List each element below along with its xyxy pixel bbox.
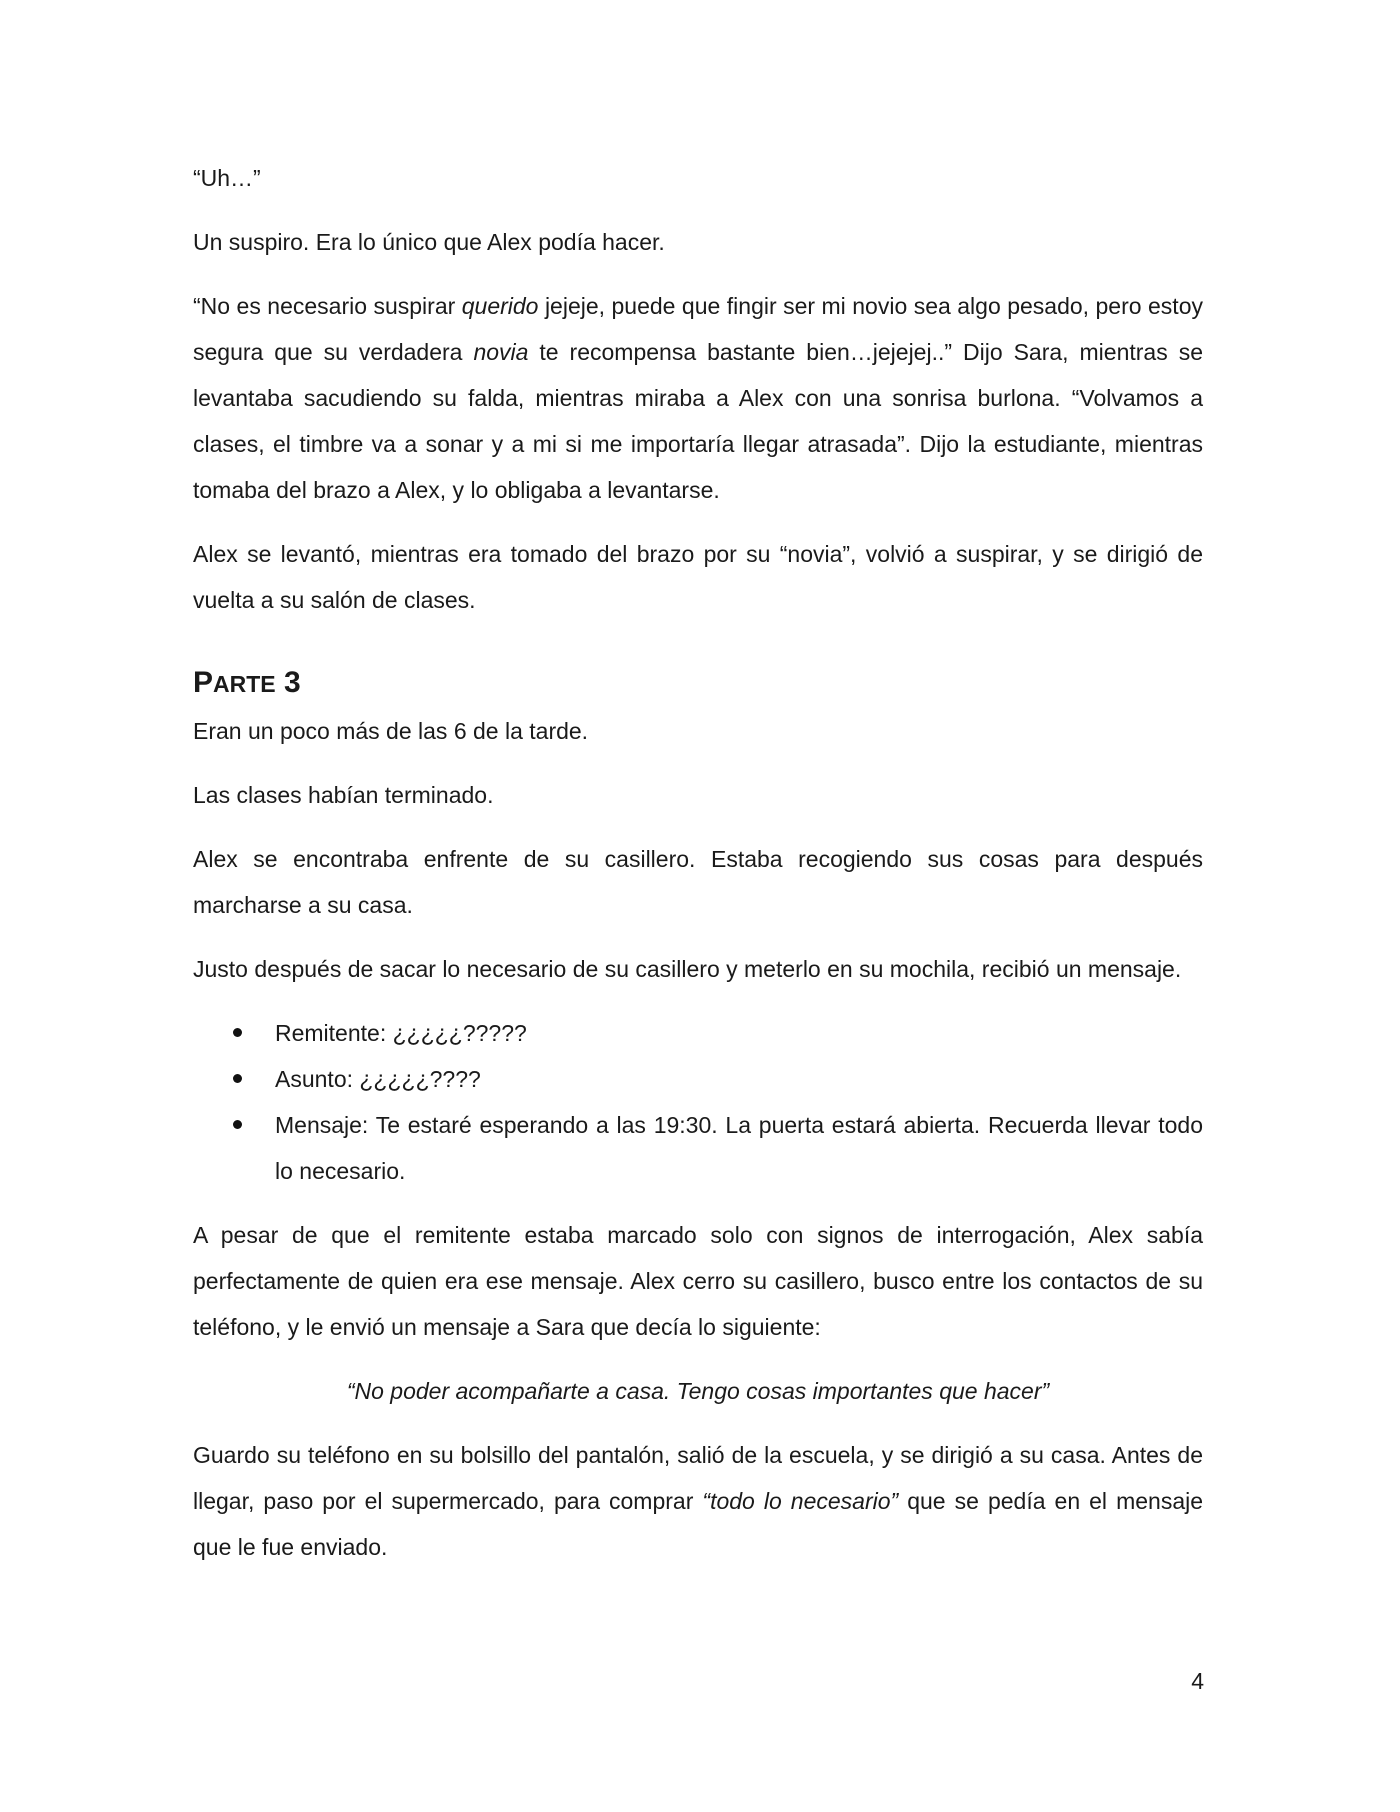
paragraph-classes-ended: Las clases habían terminado. xyxy=(193,782,494,808)
paragraph-locker: Alex se encontraba enfrente de su casillero. Estaba recogiendo sus cosas para después marcharse a su casa. xyxy=(193,846,1203,918)
bullet-icon xyxy=(233,1028,242,1037)
quoted-message: “No poder acompañarte a casa. Tengo cosas importantes que hacer” xyxy=(346,1378,1050,1404)
italic-novia: novia xyxy=(473,339,529,365)
heading-number: 3 xyxy=(275,666,301,699)
list-item-text: Asunto: ¿¿¿¿¿???? xyxy=(275,1066,481,1092)
list-item xyxy=(193,1056,1203,1102)
heading-initial: P xyxy=(193,666,214,699)
section-heading xyxy=(193,663,1203,704)
paragraph-sigh: Un suspiro. Era lo único que Alex podía hacer. xyxy=(193,229,665,255)
italic-todo-lo-necesario: “todo lo necesario” xyxy=(702,1488,899,1514)
dialogue-uh: “Uh…” xyxy=(193,165,261,191)
paragraph-time: Eran un poco más de las 6 de la tarde. xyxy=(193,718,589,744)
page-number: 4 xyxy=(1191,1668,1204,1694)
list-item-text: Mensaje: Te estaré esperando a las 19:30. La puerta estará abierta. Recuerda llevar todo lo necesario. xyxy=(275,1112,1203,1184)
paragraph-sara-dialogue xyxy=(193,283,1203,513)
text-fragment: que se pedía en el mensaje que le fue enviado. xyxy=(193,1488,1204,1560)
list-item xyxy=(193,1102,1203,1194)
message-details-list xyxy=(193,1010,1203,1194)
paragraph-alex-stands: Alex se levantó, mientras era tomado del brazo por su “novia”, volvió a suspirar, y se dirigió de vuelta a su salón de clases. xyxy=(193,541,1203,613)
paragraph-sender: A pesar de que el remitente estaba marcado solo con signos de interrogación, Alex sabía perfectamente de quien era ese mensaje. Alex cerro su casillero, busco entre los contactos de su teléfono, y le envió un mensaje a Sara que decía lo siguiente: xyxy=(193,1222,1203,1340)
list-item xyxy=(193,1010,1203,1056)
italic-querido: querido xyxy=(461,293,539,319)
heading-rest: ARTE xyxy=(213,671,276,697)
bullet-icon xyxy=(233,1074,242,1083)
document-page xyxy=(193,155,1203,1588)
bullet-icon xyxy=(233,1120,242,1129)
text-fragment: “No es necesario suspirar xyxy=(193,293,462,319)
paragraph-supermarket xyxy=(193,1432,1203,1570)
text-fragment: jejeje, puede que fingir ser mi novio sea algo pesado, pero estoy segura que su verdadera xyxy=(193,293,1203,365)
list-item-text: Remitente: ¿¿¿¿¿????? xyxy=(275,1020,527,1046)
paragraph-message-received: Justo después de sacar lo necesario de su casillero y meterlo en su mochila, recibió un mensaje. xyxy=(193,956,1182,982)
text-fragment: te recompensa bastante bien…jejejej..” Dijo Sara, mientras se levantaba sacudiendo su falda, mientras miraba a Alex con una sonrisa burlona. “Volvamos a clases, el timbre va a sonar y a mi si me importaría llegar atrasada”. Dijo la estudiante, mientras tomaba del brazo a Alex, y lo obligaba a levantarse. xyxy=(193,339,1203,503)
text-fragment: Guardo su teléfono en su bolsillo del pantalón, salió de la escuela, y se dirigió a su casa. Antes de llegar, paso por el supermercado, para comprar xyxy=(193,1442,1203,1514)
